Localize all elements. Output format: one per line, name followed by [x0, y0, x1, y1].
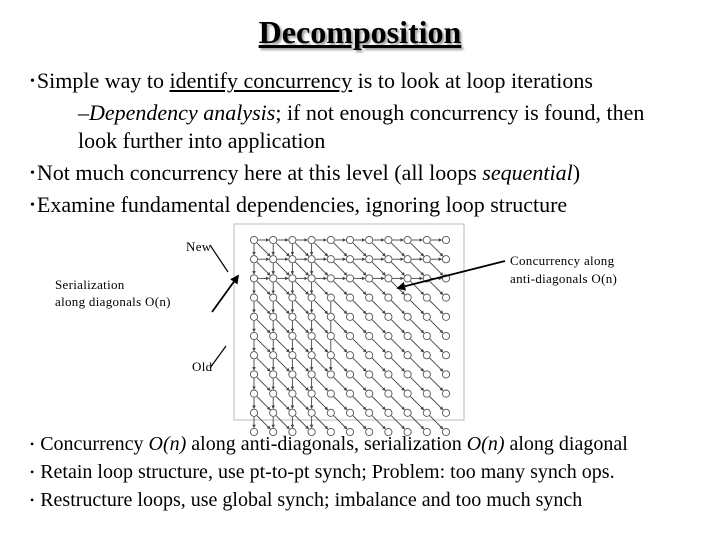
- grid-point: [327, 390, 334, 397]
- bullet-mark: •: [30, 74, 35, 89]
- label-anti-diagonals: anti-diagonals O(n): [510, 271, 618, 286]
- grid-point: [442, 371, 449, 378]
- grid-point: [289, 313, 296, 320]
- grid-point: [270, 313, 277, 320]
- grid-point: [250, 313, 257, 320]
- grid-point: [308, 294, 315, 301]
- grid-point: [404, 313, 411, 320]
- grid-point: [423, 332, 430, 339]
- bullet-text: Examine fundamental dependencies, ignoring loop structure: [36, 192, 568, 217]
- grid-point: [385, 332, 392, 339]
- grid-point: [346, 352, 353, 359]
- bullet-text: along anti-diagonals, serialization: [186, 433, 467, 455]
- grid-point: [366, 332, 373, 339]
- grid-point: [327, 256, 334, 263]
- grid-point: [442, 352, 449, 359]
- grid-point: [270, 275, 277, 282]
- grid-point: [404, 275, 411, 282]
- grid-point: [289, 275, 296, 282]
- grid-point: [423, 236, 430, 243]
- bullet-text: Restructure loops, use global synch; imbalance and too much synch: [40, 489, 583, 511]
- grid-point: [442, 294, 449, 301]
- label-serialization: Serialization: [55, 277, 125, 292]
- grid-point: [250, 294, 257, 301]
- grid-point: [442, 332, 449, 339]
- grid-point: [289, 371, 296, 378]
- label-old: Old: [192, 359, 213, 374]
- big-o-text: O(n): [466, 433, 505, 455]
- grid-point: [423, 313, 430, 320]
- grid-point: [308, 409, 315, 416]
- grid-point: [404, 332, 411, 339]
- label-new: New: [186, 239, 212, 254]
- big-o-text: O(n): [148, 433, 187, 455]
- grid-point: [385, 236, 392, 243]
- bullet-mark: •: [30, 166, 35, 181]
- grid-point: [289, 294, 296, 301]
- grid-point: [404, 352, 411, 359]
- grid-point: [366, 390, 373, 397]
- grid-point: [346, 275, 353, 282]
- grid-point: [346, 313, 353, 320]
- grid-point: [346, 409, 353, 416]
- grid-point: [270, 352, 277, 359]
- bullet-text: along diagonal: [504, 433, 628, 455]
- bottom-bullet-retain: [30, 460, 615, 484]
- bullet-text: Retain loop structure, use pt-to-pt synch; Problem: too many synch ops.: [40, 461, 615, 483]
- grid-point: [385, 352, 392, 359]
- grid-point: [366, 371, 373, 378]
- label-concurrency-along: Concurrency along: [510, 253, 615, 268]
- bottom-bullet-concurrency: [30, 432, 628, 456]
- grid-point: [289, 332, 296, 339]
- grid-point: [308, 313, 315, 320]
- sub-bullet-continuation: look further into application: [78, 128, 326, 153]
- grid-point: [404, 236, 411, 243]
- grid-point: [385, 275, 392, 282]
- bullet-text: Concurrency: [40, 433, 149, 455]
- grid-point: [423, 294, 430, 301]
- grid-point: [385, 256, 392, 263]
- grid-point: [366, 352, 373, 359]
- grid-point: [308, 256, 315, 263]
- dependency-analysis-text: Dependency analysis: [89, 100, 276, 125]
- grid-point: [327, 332, 334, 339]
- bullet-text: Not much concurrency here at this level (all loops: [36, 160, 483, 185]
- grid-point: [270, 409, 277, 416]
- sequential-text: sequential: [482, 160, 573, 185]
- grid-point: [308, 275, 315, 282]
- grid-point: [346, 332, 353, 339]
- grid-point: [423, 390, 430, 397]
- grid-point: [289, 236, 296, 243]
- grid-point: [327, 236, 334, 243]
- grid-point: [346, 390, 353, 397]
- dash-mark: –: [78, 100, 89, 125]
- slide-title: Decomposition: [258, 14, 462, 50]
- grid-point: [366, 313, 373, 320]
- grid-point: [308, 390, 315, 397]
- grid-point: [327, 352, 334, 359]
- grid-point: [308, 236, 315, 243]
- grid-point: [327, 409, 334, 416]
- grid-point: [385, 371, 392, 378]
- grid-point: [289, 409, 296, 416]
- grid-point: [423, 352, 430, 359]
- grid-point: [250, 409, 257, 416]
- grid-point: [250, 275, 257, 282]
- grid-point: [289, 352, 296, 359]
- grid-point: [404, 256, 411, 263]
- bullet-text: ): [572, 160, 581, 185]
- grid-point: [270, 294, 277, 301]
- grid-point: [346, 294, 353, 301]
- grid-point: [442, 313, 449, 320]
- grid-point: [442, 236, 449, 243]
- grid-point: [423, 256, 430, 263]
- bullet-text: Simple way to: [36, 68, 170, 93]
- bullet-text: ; if not enough concurrency is found, then: [275, 100, 645, 125]
- grid-point: [308, 371, 315, 378]
- grid-point: [404, 371, 411, 378]
- grid-point: [404, 390, 411, 397]
- grid-point: [404, 294, 411, 301]
- grid-point: [327, 371, 334, 378]
- grid-point: [442, 409, 449, 416]
- grid-point: [385, 313, 392, 320]
- bottom-bullet-restructure: [30, 488, 582, 512]
- grid-point: [270, 236, 277, 243]
- grid-point: [385, 294, 392, 301]
- grid-point: [270, 390, 277, 397]
- grid-point: [423, 409, 430, 416]
- grid-point: [404, 409, 411, 416]
- grid-point: [270, 256, 277, 263]
- bullet-mark: •: [30, 493, 35, 507]
- grid-point: [346, 256, 353, 263]
- grid-point: [346, 371, 353, 378]
- bullet-mark: •: [30, 437, 35, 451]
- grid-point: [250, 236, 257, 243]
- grid-point: [289, 256, 296, 263]
- grid-point: [308, 332, 315, 339]
- grid-point: [250, 332, 257, 339]
- grid-point: [442, 390, 449, 397]
- grid-point: [327, 294, 334, 301]
- grid-point: [270, 371, 277, 378]
- grid-point: [366, 275, 373, 282]
- grid-point: [270, 332, 277, 339]
- grid-point: [289, 390, 296, 397]
- grid-point: [366, 409, 373, 416]
- grid-point: [346, 236, 353, 243]
- bullet-mark: •: [30, 465, 35, 479]
- grid-point: [366, 256, 373, 263]
- label-along-diagonals: along diagonals O(n): [55, 294, 171, 309]
- identify-concurrency-text: identify concurrency: [169, 68, 353, 93]
- grid-point: [366, 294, 373, 301]
- grid-point: [385, 390, 392, 397]
- grid-point: [308, 352, 315, 359]
- grid-point: [250, 371, 257, 378]
- new-pointer: [210, 245, 228, 272]
- grid-point: [327, 313, 334, 320]
- grid-point: [423, 371, 430, 378]
- grid-point: [327, 275, 334, 282]
- bullet-text: is to look at loop iterations: [352, 68, 593, 93]
- grid-point: [250, 256, 257, 263]
- grid-point: [385, 409, 392, 416]
- grid-point: [250, 352, 257, 359]
- grid-point: [366, 236, 373, 243]
- grid-point: [250, 390, 257, 397]
- grid-point: [442, 256, 449, 263]
- bullet-mark: •: [30, 198, 35, 213]
